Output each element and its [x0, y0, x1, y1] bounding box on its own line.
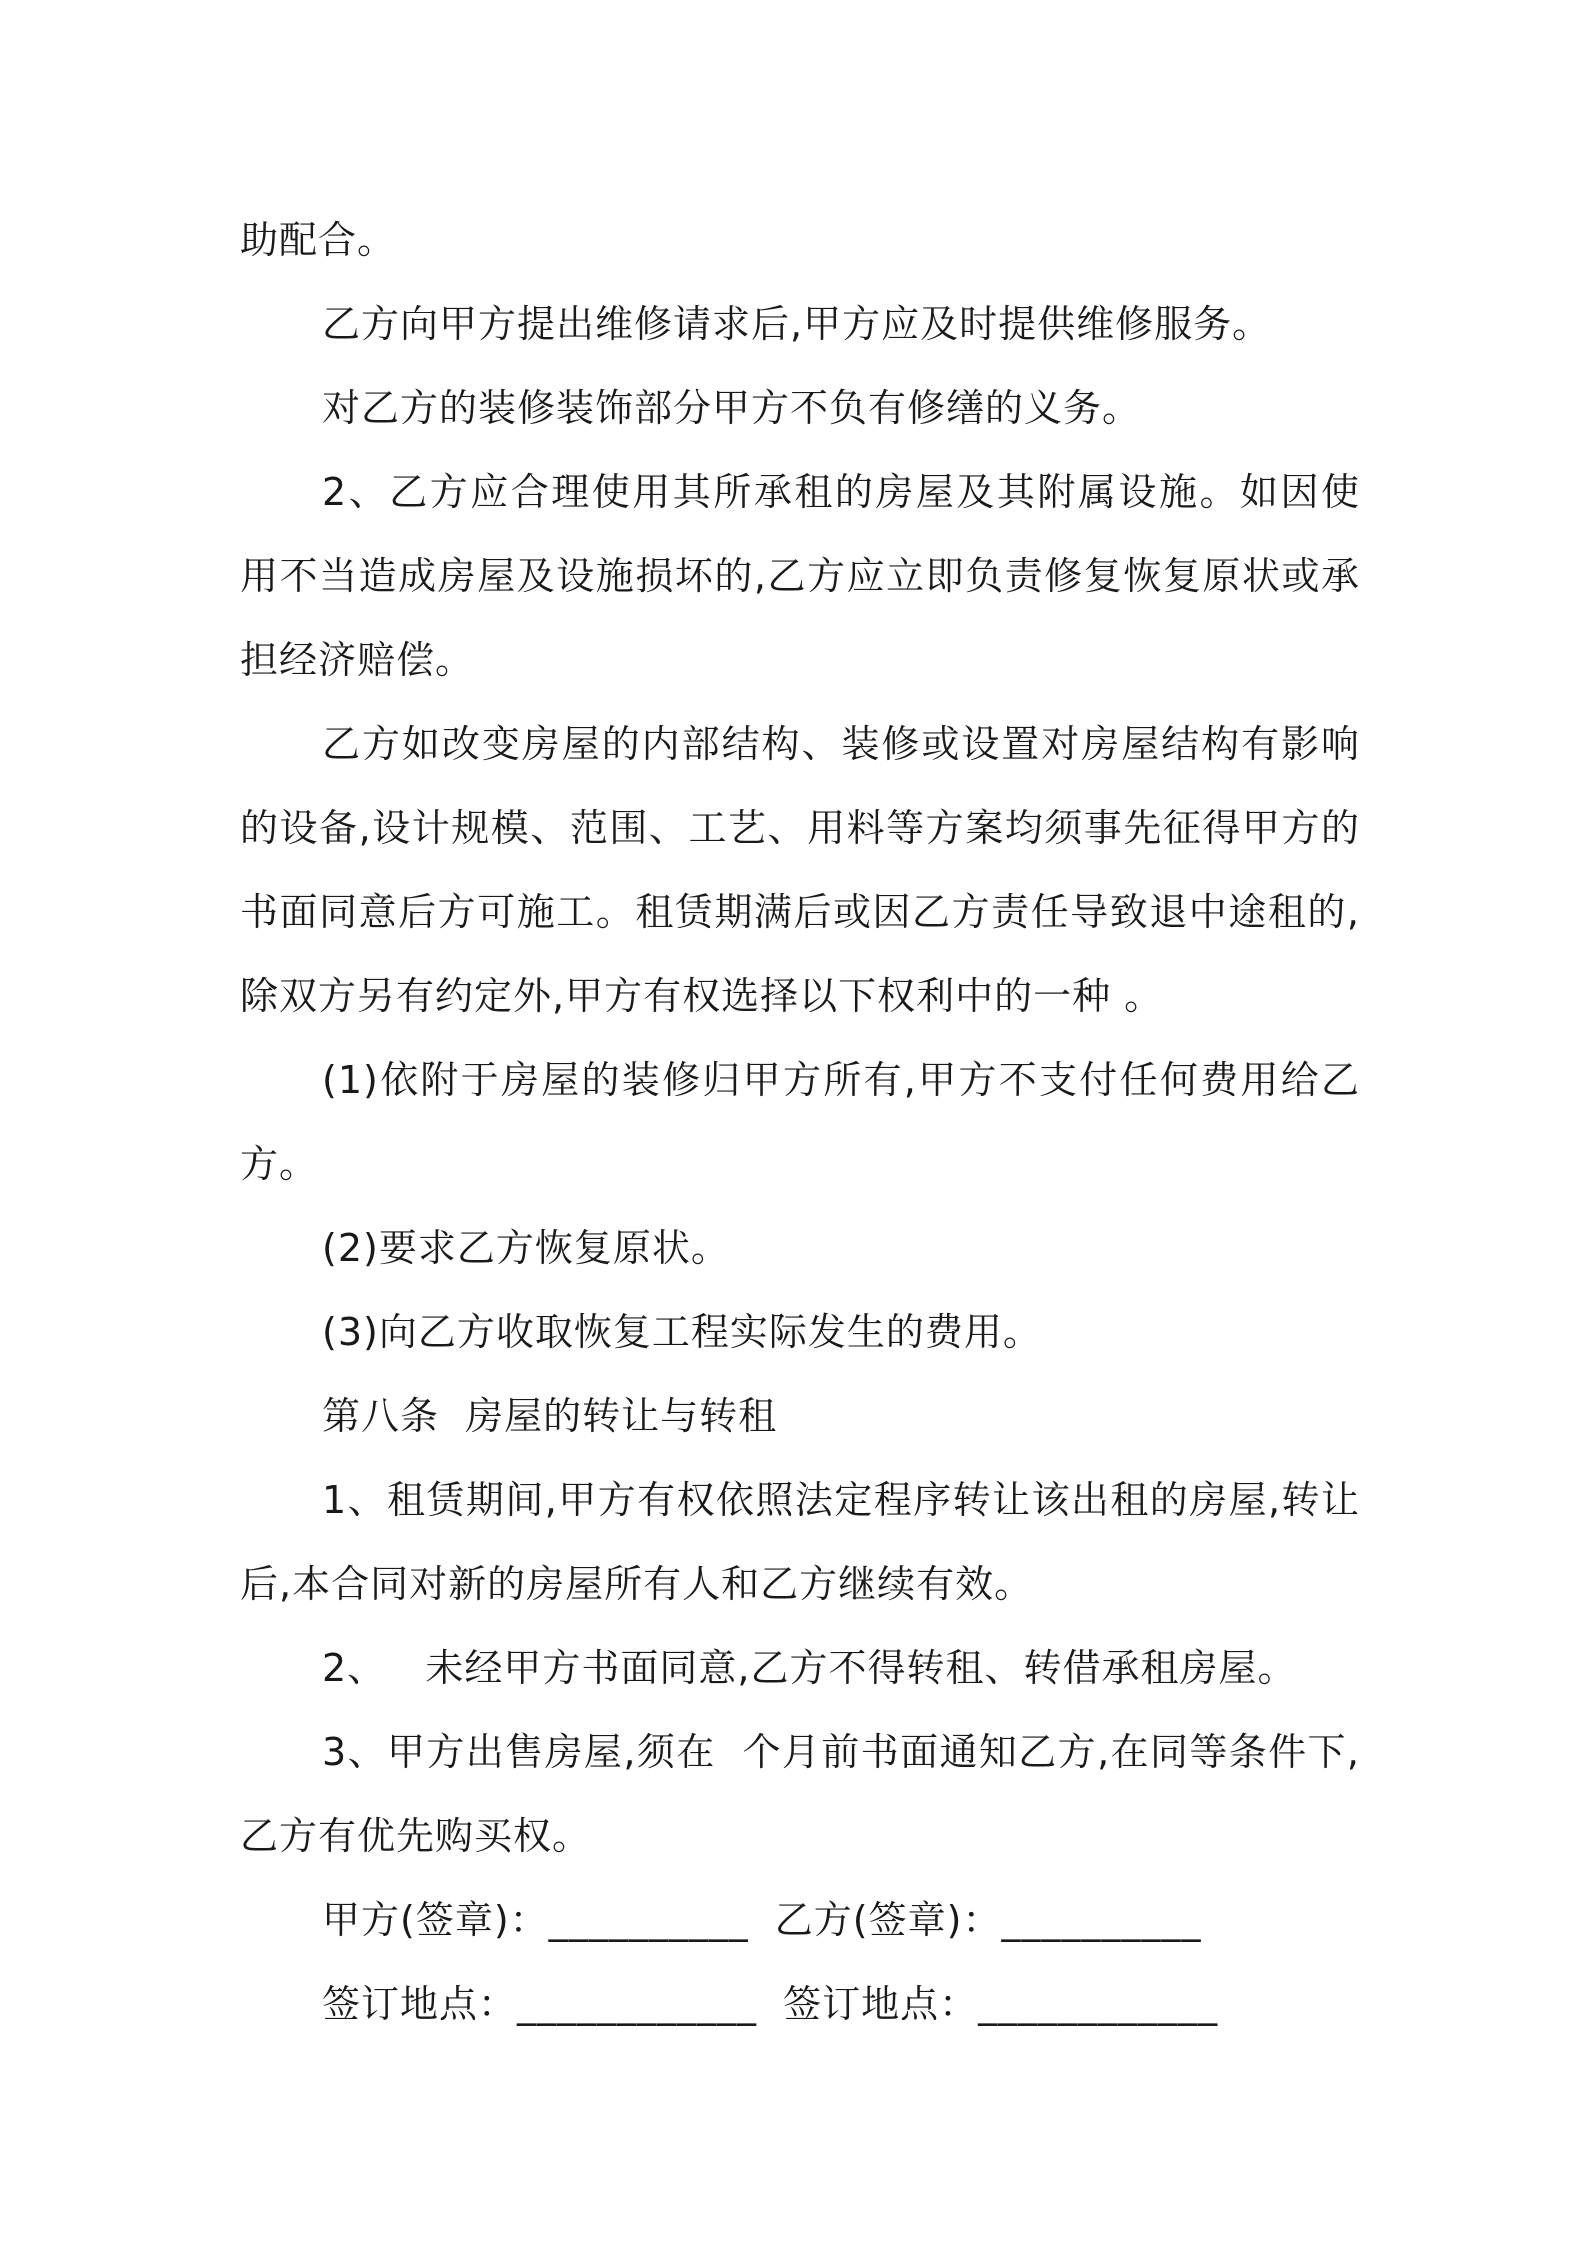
paragraph-clause-2: 2、乙方应合理使用其所承租的房屋及其附属设施。如因使用不当造成房屋及设施损坏的,乙方应立即负责修复恢复原状或承担经济赔偿。 [240, 470, 1360, 682]
document-body [240, 198, 1360, 2046]
paragraph-option-1: (1)依附于房屋的装修归甲方所有,甲方不支付任何费用给乙方。 [240, 1058, 1360, 1186]
paragraph-option-2: (2)要求乙方恢复原状。 [322, 1226, 730, 1270]
paragraph-transfer-1: 1、租赁期间,甲方有权依照法定程序转让该出租的房屋,转让后,本合同对新的房屋所有人和乙方继续有效。 [240, 1478, 1360, 1606]
paragraph-decoration-duty: 对乙方的装修装饰部分甲方不负有修缮的义务。 [322, 386, 1142, 430]
signature-line-place: 签订地点：____________ 签订地点：____________ [322, 1982, 1219, 2026]
section-heading-article-8: 第八条 房屋的转让与转租 [322, 1394, 778, 1438]
paragraph-continuation: 助配合。 [240, 218, 397, 262]
signature-line-seal: 甲方(签章)：__________ 乙方(签章)：__________ [322, 1898, 1202, 1942]
paragraph-repair-request: 乙方向甲方提出维修请求后,甲方应及时提供维修服务。 [322, 302, 1272, 346]
paragraph-transfer-3: 3、甲方出售房屋,须在 个月前书面通知乙方,在同等条件下,乙方有优先购买权。 [240, 1730, 1360, 1858]
paragraph-option-3: (3)向乙方收取恢复工程实际发生的费用。 [322, 1310, 1042, 1354]
paragraph-transfer-2: 2、 未经甲方书面同意,乙方不得转租、转借承租房屋。 [322, 1646, 1297, 1690]
paragraph-structure-change: 乙方如改变房屋的内部结构、装修或设置对房屋结构有影响的设备,设计规模、范围、工艺、用料等方案均须事先征得甲方的书面同意后方可施工。租赁期满后或因乙方责任导致退中途租的,除双方另有约定外,甲方有权选择以下权利中的一种 。 [240, 722, 1360, 1018]
